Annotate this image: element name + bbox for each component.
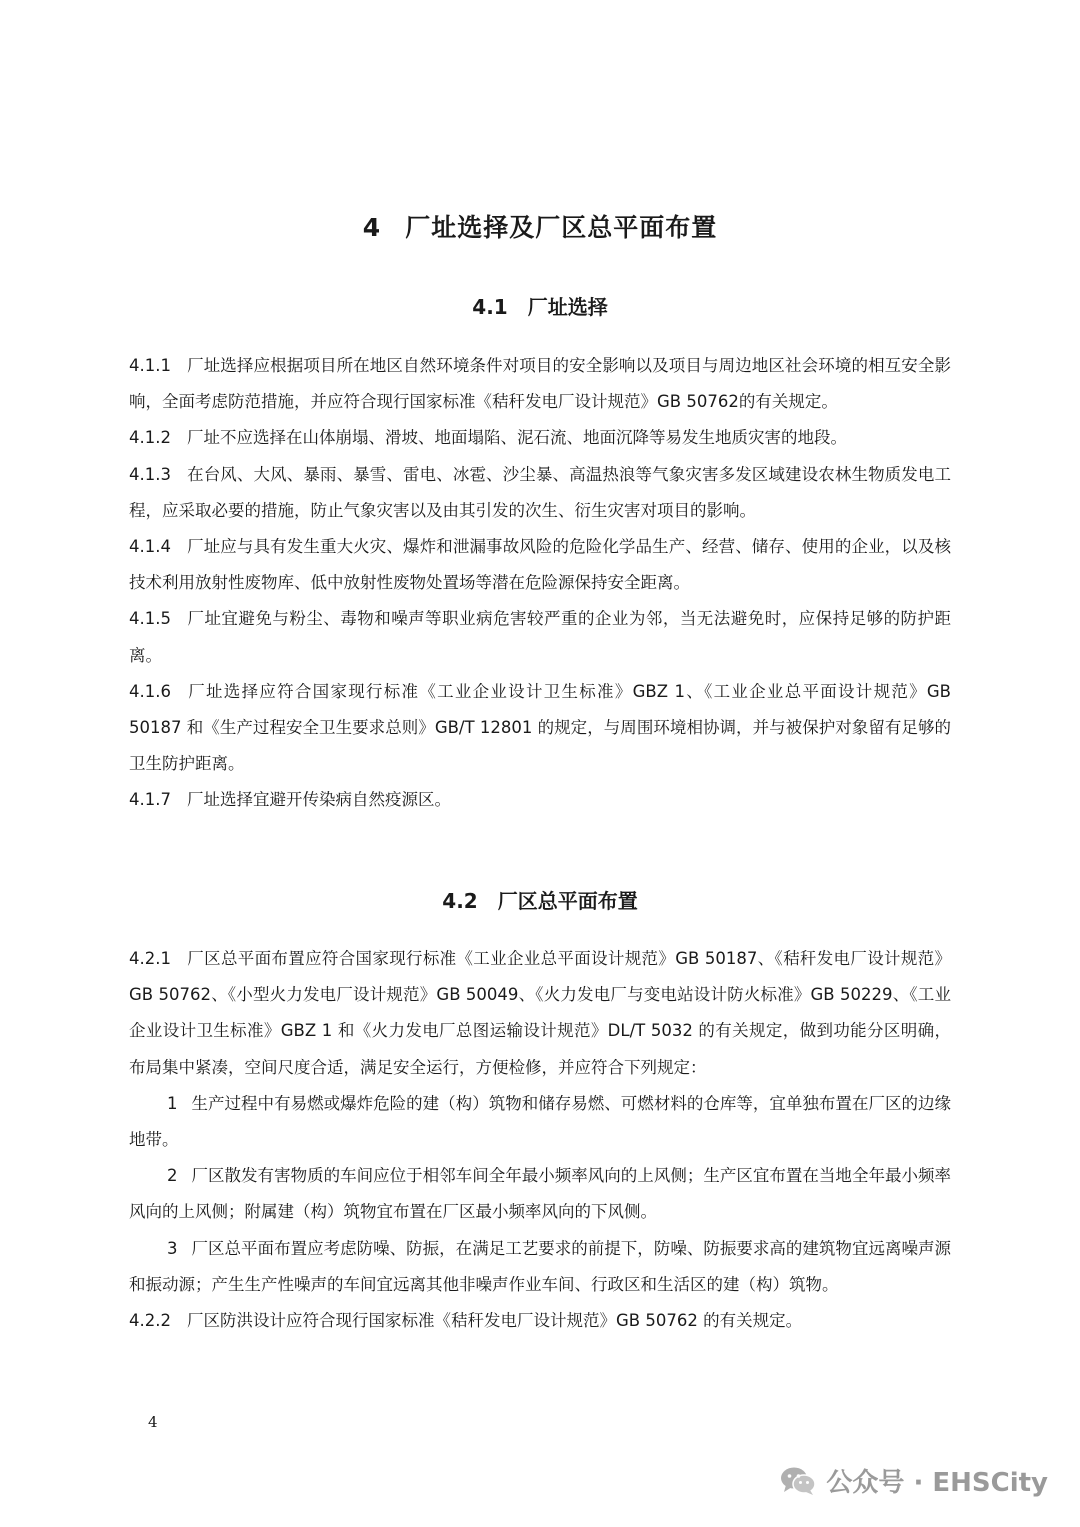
section-title-text: 厂址选择 bbox=[527, 295, 608, 319]
clause-text: 厂址宜避免与粉尘、毒物和噪声等职业病危害较严重的企业为邻，当无法避免时，应保持足够的防护距离。 bbox=[129, 609, 951, 665]
section-title-4-2 bbox=[0, 885, 1080, 914]
clause-text: 厂区防洪设计应符合现行国家标准《秸秆发电厂设计规范》GB 50762 的有关规定。 bbox=[186, 1311, 803, 1331]
clause-text: 厂址选择应根据项目所在地区自然环境条件对项目的安全影响以及项目与周边地区社会环境的相互安全影响，全面考虑防范措施，并应符合现行国家标准《秸秆发电厂设计规范》GB 50762的有关规定。 bbox=[129, 356, 951, 412]
clause-text: 厂区总平面布置应符合国家现行标准《工业企业总平面设计规范》GB 50187、《秸秆发电厂设计规范》GB 50762、《小型火力发电厂设计规范》GB 50049、《火力发电厂与变电站设计防火标准》GB 50229、《工业企业设计卫生标准》GBZ 1 和《火力发电厂总图运输设计规范》DL/T 5032 的有关规定，做到功能分区明确，布局集中紧凑，空间尺度合适，满足安全运行，方便检修，并应符合下列规定： bbox=[129, 949, 951, 1077]
item-text: 生产过程中有易燃或爆炸危险的建（构）筑物和储存易燃、可燃材料的仓库等，宜单独布置在厂区的边缘地带。 bbox=[129, 1093, 951, 1150]
item-number: 3 bbox=[167, 1238, 178, 1258]
clause-number: 4.1.2 bbox=[129, 428, 171, 448]
clause-number: 4.1.7 bbox=[129, 790, 171, 810]
chapter-title-text: 厂址选择及厂区总平面布置 bbox=[405, 213, 718, 242]
clause-number: 4.1.3 bbox=[129, 464, 171, 484]
item-number: 1 bbox=[167, 1093, 178, 1113]
clause-number: 4.1.1 bbox=[129, 356, 171, 375]
list-item-3 bbox=[129, 1231, 951, 1303]
clause-4-2-2 bbox=[129, 1303, 951, 1339]
clause-text: 在台风、大风、暴雨、暴雪、雷电、冰雹、沙尘暴、高温热浪等气象灾害多发区域建设农林生物质发电工程，应采取必要的措施，防止气象灾害以及由其引发的次生、衍生灾害对项目的影响。 bbox=[129, 464, 951, 520]
list-item-2 bbox=[129, 1158, 951, 1230]
item-number: 2 bbox=[167, 1166, 178, 1186]
clause-number: 4.1.4 bbox=[129, 537, 171, 557]
watermark bbox=[780, 1462, 1048, 1499]
clause-number: 4.2.1 bbox=[129, 949, 171, 968]
item-text: 厂区散发有害物质的车间应位于相邻车间全年最小频率风向的上风侧；生产区宜布置在当地全年最小频率风向的上风侧；附属建（构）筑物宜布置在厂区最小频率风向的下风侧。 bbox=[129, 1166, 951, 1222]
section-4-1-body bbox=[129, 348, 951, 819]
clause-4-1-7 bbox=[129, 782, 951, 818]
clause-text: 厂址不应选择在山体崩塌、滑坡、地面塌陷、泥石流、地面沉降等易发生地质灾害的地段。 bbox=[186, 428, 847, 448]
clause-4-1-6 bbox=[129, 674, 951, 783]
clause-4-1-2 bbox=[129, 420, 951, 456]
clause-text: 厂址选择宜避开传染病自然疫源区。 bbox=[186, 790, 451, 810]
chapter-number: 4 bbox=[362, 213, 382, 242]
wechat-icon bbox=[780, 1466, 816, 1496]
chapter-title bbox=[0, 208, 1080, 244]
watermark-text: 公众号 · EHSCity bbox=[826, 1468, 1048, 1498]
section-number: 4.2 bbox=[442, 889, 478, 913]
clause-text: 厂址选择应符合国家现行标准《工业企业设计卫生标准》GBZ 1、《工业企业总平面设计规范》GB 50187 和《生产过程安全卫生要求总则》GB/T 12801 的规定，与周围环境相协调，并与被保护对象留有足够的卫生防护距离。 bbox=[129, 681, 951, 774]
clause-number: 4.1.5 bbox=[129, 609, 171, 629]
item-text: 厂区总平面布置应考虑防噪、防振，在满足工艺要求的前提下，防噪、防振要求高的建筑物宜远离噪声源和振动源；产生生产性噪声的车间宜远离其他非噪声作业车间、行政区和生活区的建（构）筑物。 bbox=[129, 1238, 951, 1294]
section-title-text: 厂区总平面布置 bbox=[497, 889, 638, 913]
section-4-2-body bbox=[129, 941, 951, 1339]
page-number: 4 bbox=[148, 1413, 158, 1431]
clause-number: 4.1.6 bbox=[129, 681, 171, 701]
section-number: 4.1 bbox=[472, 295, 508, 319]
clause-4-1-1 bbox=[129, 348, 951, 420]
clause-4-1-4 bbox=[129, 529, 951, 601]
clause-4-1-5 bbox=[129, 601, 951, 673]
clause-number: 4.2.2 bbox=[129, 1311, 171, 1331]
clause-4-2-1 bbox=[129, 941, 951, 1086]
clause-text: 厂址应与具有发生重大火灾、爆炸和泄漏事故风险的危险化学品生产、经营、储存、使用的企业，以及核技术利用放射性废物库、低中放射性废物处置场等潜在危险源保持安全距离。 bbox=[129, 537, 951, 593]
list-item-1 bbox=[129, 1086, 951, 1158]
clause-4-1-3 bbox=[129, 457, 951, 529]
section-title-4-1 bbox=[0, 291, 1080, 320]
